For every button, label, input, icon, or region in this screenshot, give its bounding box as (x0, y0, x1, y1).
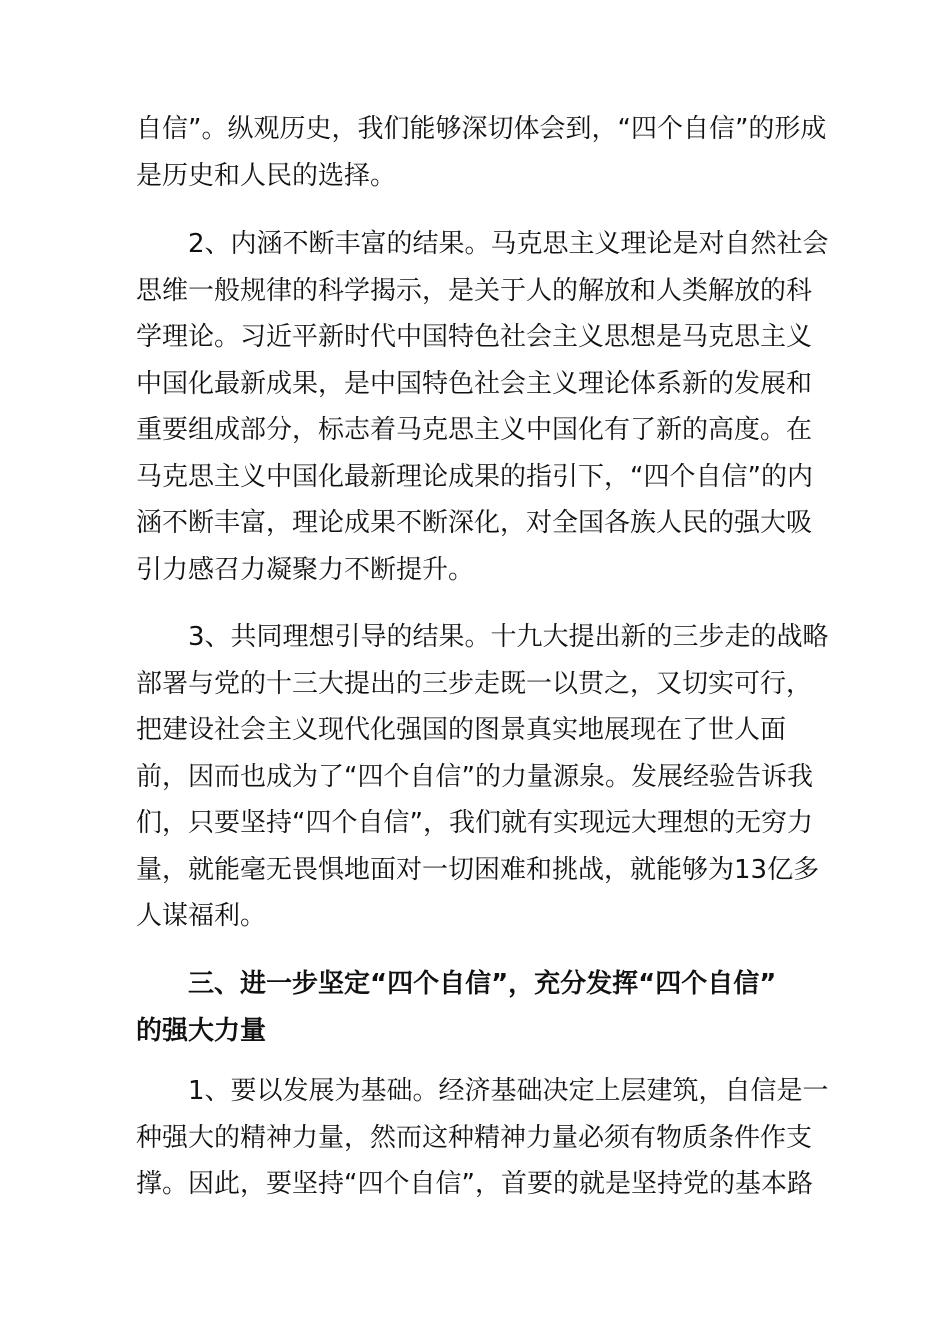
heading-line: 三、进一步坚定“四个自信”，充分发挥“四个自信” (188, 969, 777, 999)
paragraph-point-1 (136, 1068, 829, 1208)
text-line: 中国化最新成果，是中国特色社会主义理论体系新的发展和 (136, 368, 813, 399)
text-line: 学理论。习近平新时代中国特色社会主义思想是马克思主义 (136, 322, 813, 352)
text-line: 引力感召力凝聚力不断提升。 (136, 554, 475, 585)
text-line: 马克思主义中国化最新理论成果的指引下，“四个自信”的内 (136, 461, 813, 492)
text-line: 部署与党的十三大提出的三步走既一以贯之，又切实可行， (136, 668, 813, 699)
text-line: 量，就能毫无畏惧地面对一切困难和挑战，就能够为13亿多 (136, 854, 820, 885)
text-line: 人谋福利。 (136, 901, 267, 931)
text-line: 1、要以发展为基础。经济基础决定上层建筑，自信是一 (188, 1076, 829, 1106)
text-line: 自信”。纵观历史，我们能够深切体会到，“四个自信”的形成 (136, 114, 827, 144)
text-line: 3、共同理想引导的结果。十九大提出新的三步走的战略 (188, 622, 829, 652)
paragraph-point-3 (136, 614, 829, 940)
text-line: 把建设社会主义现代化强国的图景真实地展现在了世人面 (136, 715, 787, 745)
text-line: 前，因而也成为了“四个自信”的力量源泉。发展经验告诉我 (136, 761, 813, 792)
text-line: 思维一般规律的科学揭示，是关于人的解放和人类解放的科 (136, 275, 813, 306)
text-line: 2、内涵不断丰富的结果。马克思主义理论是对自然社会 (188, 229, 829, 259)
paragraph-point-2 (136, 221, 829, 593)
text-line: 重要组成部分，标志着马克思主义中国化有了新的高度。在 (136, 415, 813, 445)
text-line: 种强大的精神力量，然而这种精神力量必须有物质条件作支 (136, 1122, 813, 1153)
paragraph-continuation (136, 106, 826, 199)
text-line: 撑。因此，要坚持“四个自信”，首要的就是坚持党的基本路 (136, 1169, 813, 1199)
section-heading (136, 961, 826, 1054)
heading-line: 的强大力量 (136, 1015, 267, 1046)
text-line: 是历史和人民的选择。 (136, 160, 397, 191)
text-line: 们，只要坚持“四个自信”，我们就有实现远大理想的无穷力 (136, 808, 813, 838)
text-line: 涵不断丰富，理论成果不断深化，对全国各族人民的强大吸 (136, 508, 813, 538)
